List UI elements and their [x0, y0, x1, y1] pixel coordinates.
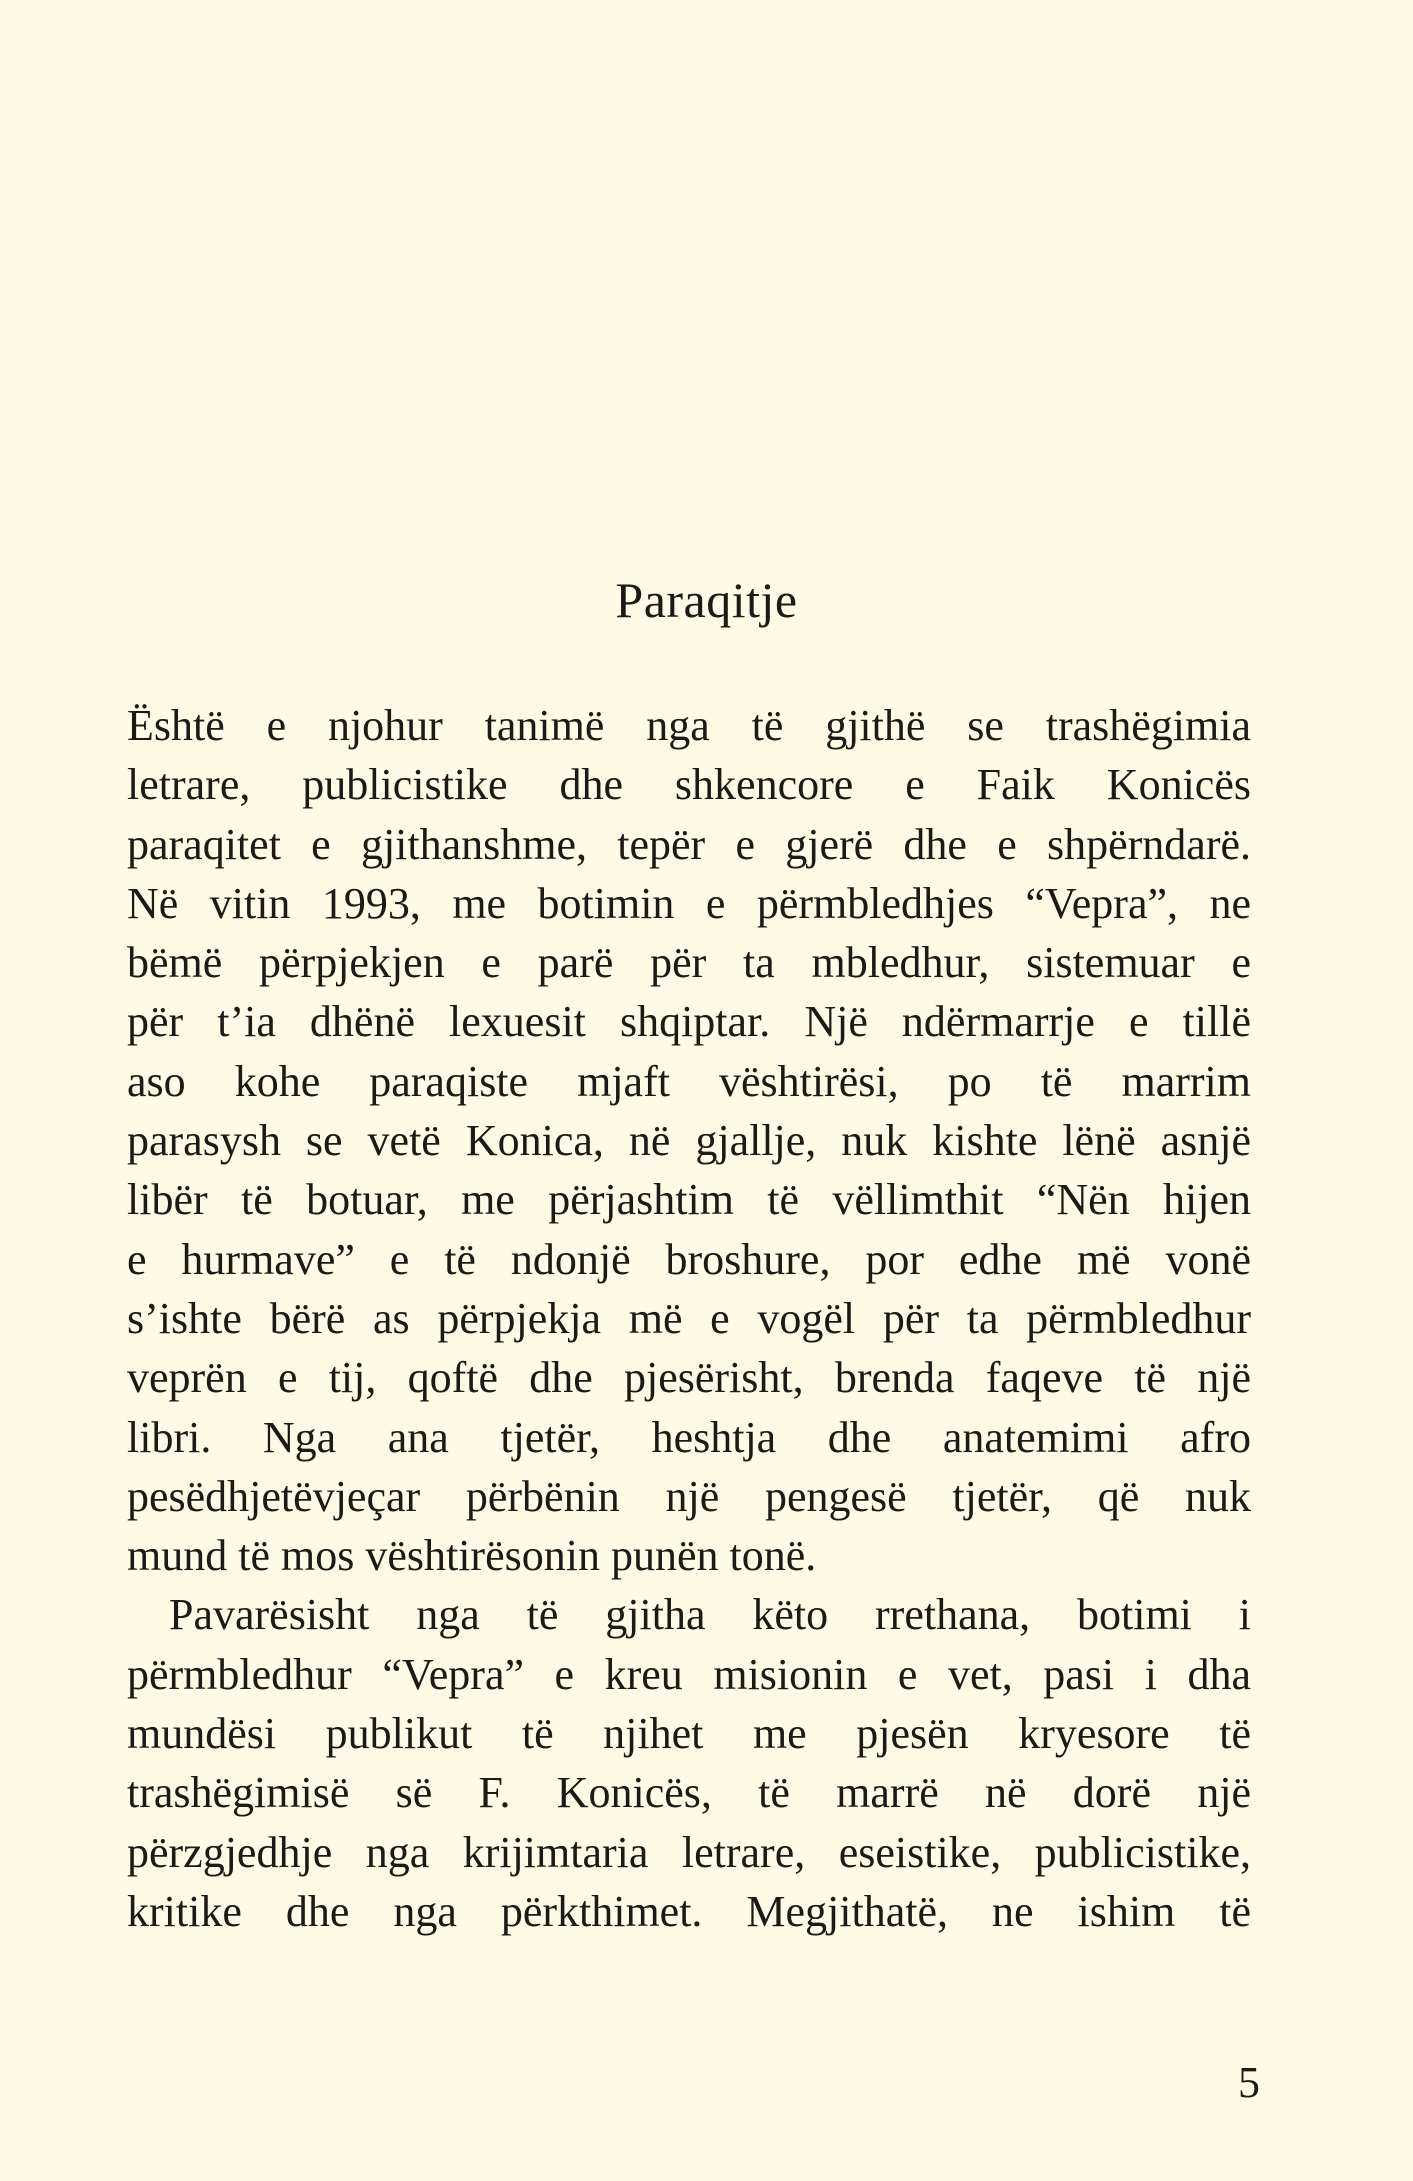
text-line: paraqitet e gjithanshme, tepër e gjerë dhe e shpërndarë. — [127, 819, 1251, 869]
text-line: kritike dhe nga përkthimet. Megjithatë, ne ishim të — [127, 1886, 1251, 1936]
text-line: përmbledhur “Vepra” e kreu misionin e vet, pasi i dha — [127, 1649, 1251, 1699]
text-line: trashëgimisë së F. Konicës, të marrë në dorë një — [127, 1768, 1251, 1818]
body-text — [127, 696, 1251, 1941]
text-line: s’ishte bërë as përpjekja më e vogël për ta përmbledhur — [127, 1293, 1251, 1343]
page-title: Paraqitje — [615, 572, 798, 628]
text-line: mund të mos vështirësonin punën tonë. — [127, 1531, 817, 1581]
text-line: Është e njohur tanimë nga të gjithë se trashëgimia — [127, 701, 1251, 750]
text-line: Në vitin 1993, me botimin e përmbledhjes “Vepra”, ne — [127, 878, 1251, 928]
text-line: parasysh se vetë Konica, në gjallje, nuk kishte lënë asnjë — [127, 1116, 1251, 1166]
text-line: aso kohe paraqiste mjaft vështirësi, po të marrim — [127, 1056, 1251, 1106]
text-line: veprën e tij, qoftë dhe pjesërisht, brenda faqeve të një — [127, 1353, 1251, 1403]
text-line: për t’ia dhënë lexuesit shqiptar. Një ndërmarrje e tillë — [127, 997, 1251, 1047]
text-line: libër të botuar, me përjashtim të vëllimthit “Nën hijen — [127, 1175, 1251, 1225]
text-line: Pavarësisht nga të gjitha këto rrethana, botimi i — [169, 1590, 1251, 1640]
text-line: e hurmave” e të ndonjë broshure, por edhe më vonë — [127, 1234, 1251, 1284]
text-line: bëmë përpjekjen e parë për ta mbledhur, sistemuar e — [127, 938, 1251, 988]
text-line: përzgjedhje nga krijimtaria letrare, eseistike, publicistike, — [127, 1827, 1251, 1877]
text-line: letrare, publicistike dhe shkencore e Faik Konicës — [127, 760, 1251, 810]
page-number: 5 — [1238, 2058, 1260, 2107]
text-line: libri. Nga ana tjetër, heshtja dhe anatemimi afro — [127, 1412, 1251, 1462]
text-line: pesëdhjetëvjeçar përbënin një pengesë tjetër, që nuk — [127, 1471, 1251, 1521]
text-line: mundësi publikut të njihet me pjesën kryesore të — [127, 1709, 1251, 1759]
